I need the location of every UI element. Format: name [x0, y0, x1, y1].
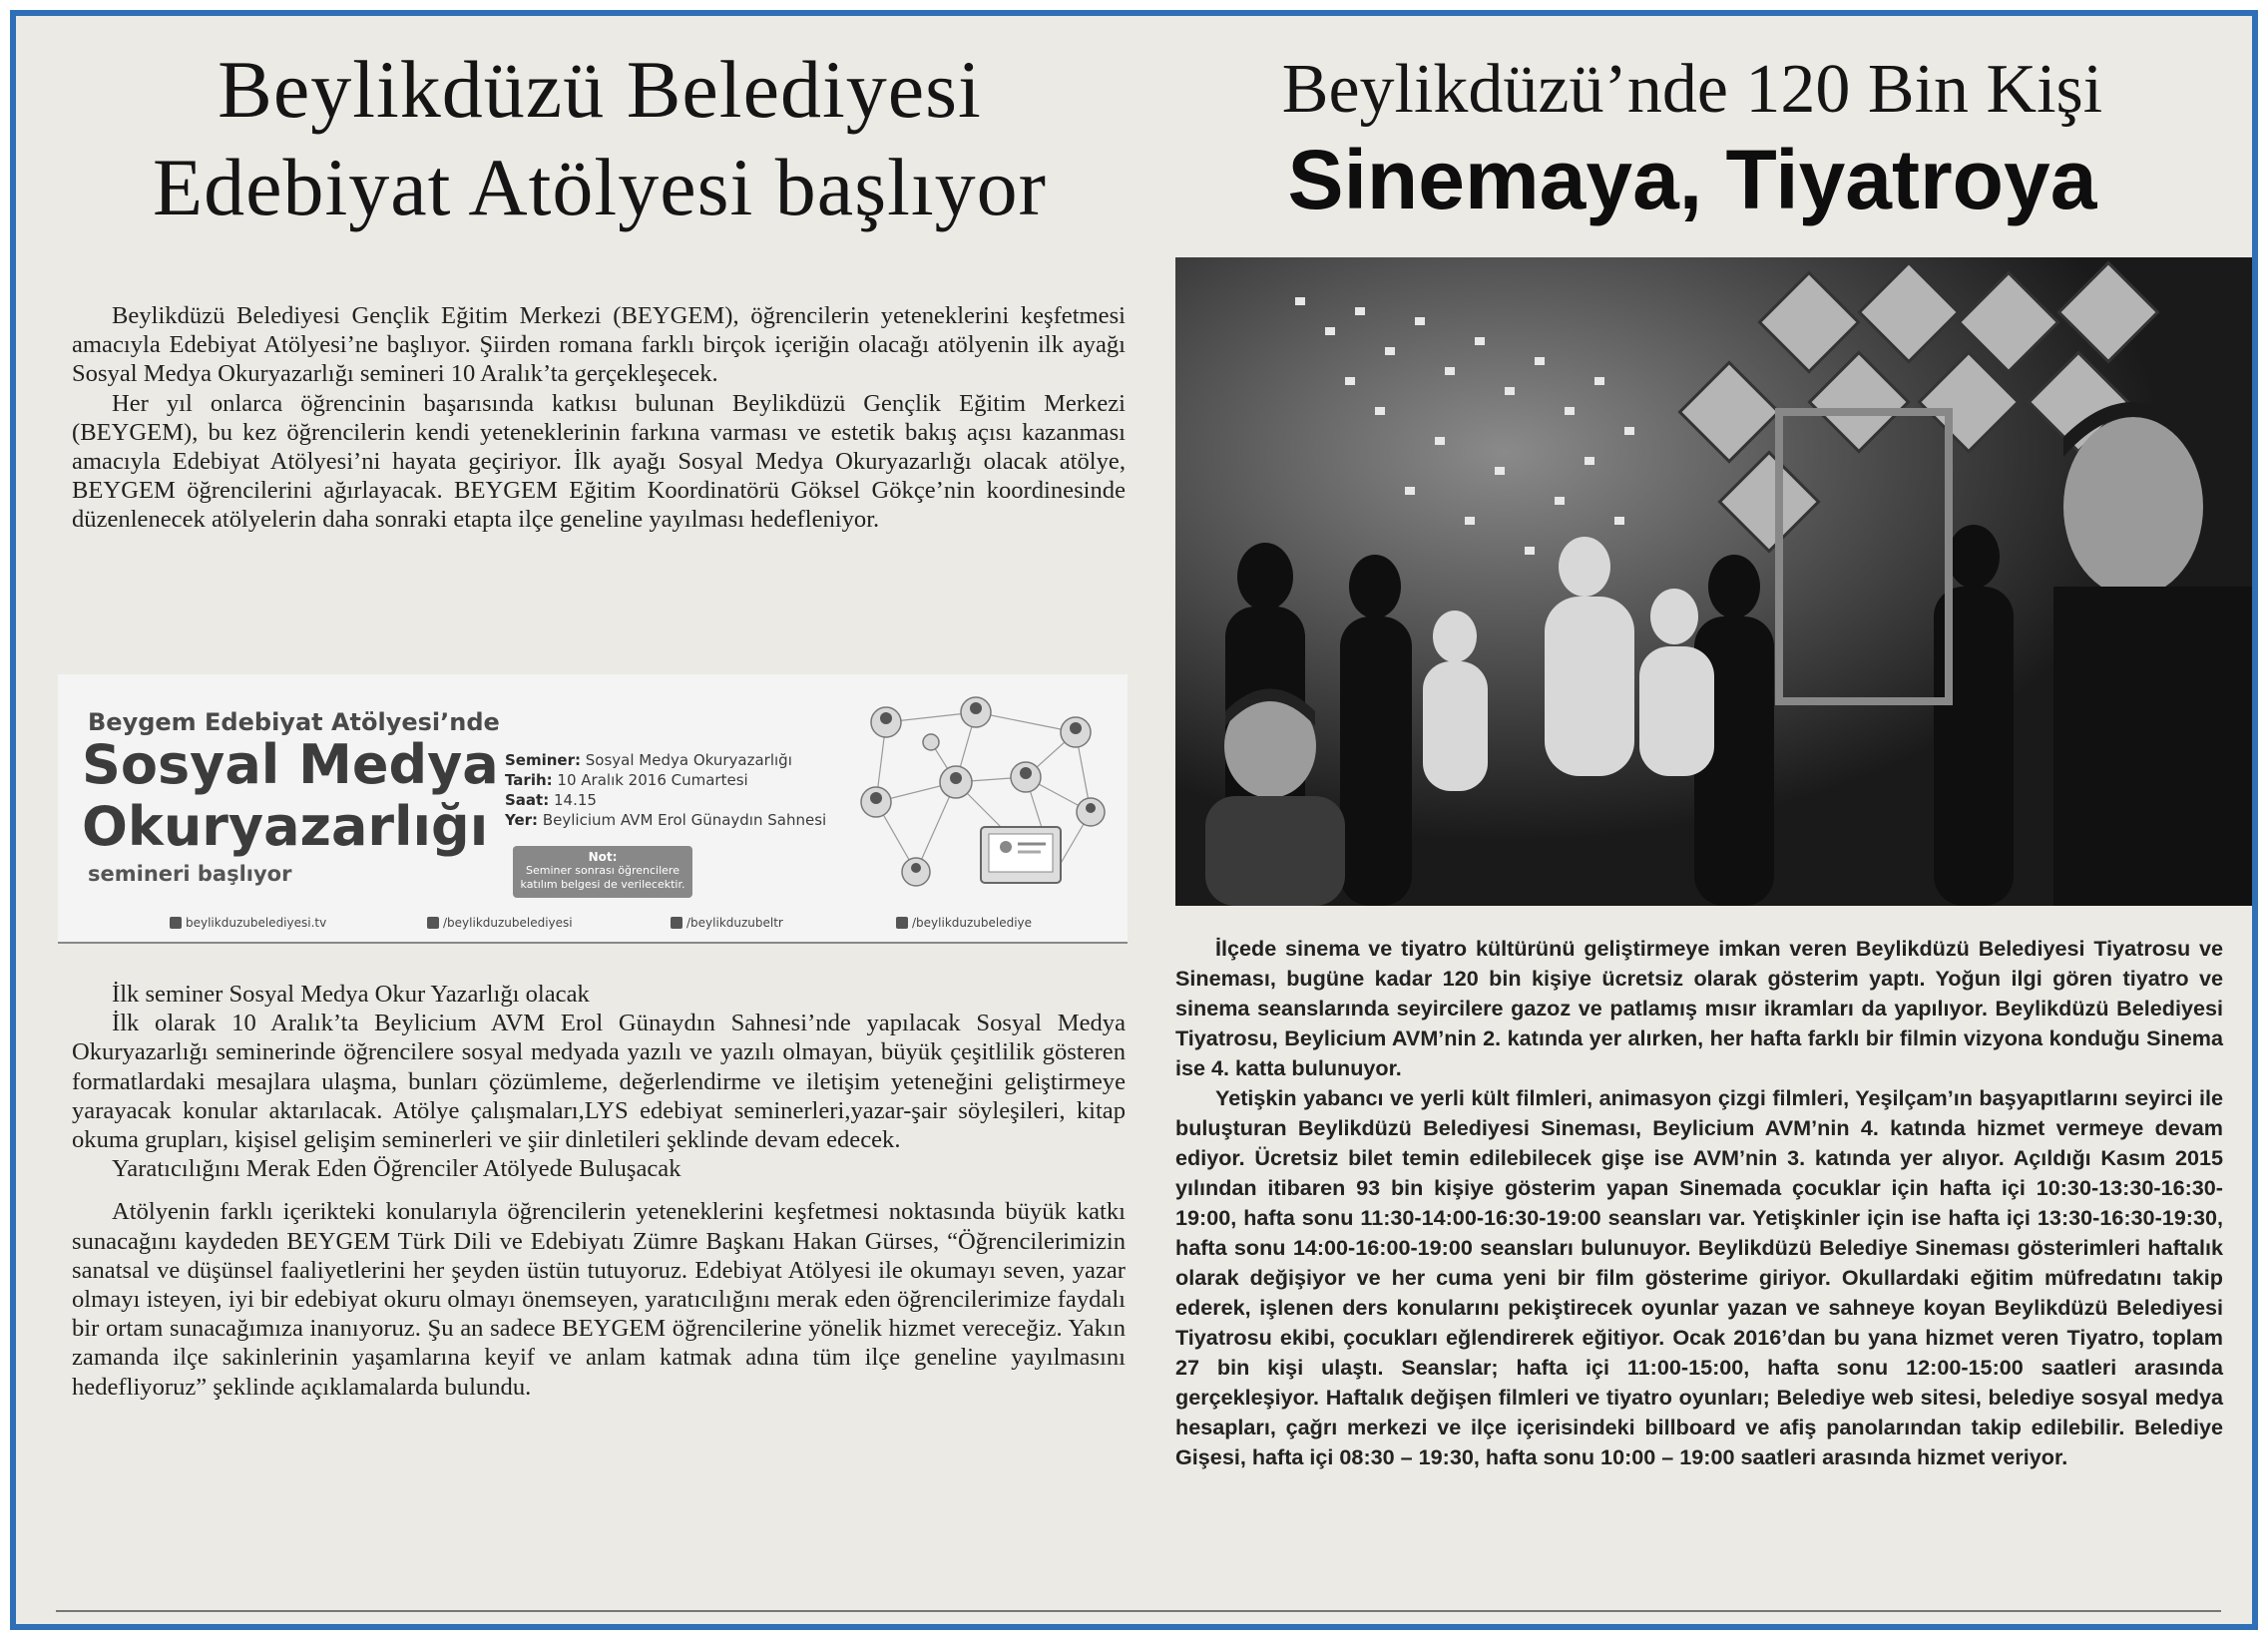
paragraph: İlçede sinema ve tiyatro kültürünü geliştirmeye imkan veren Beylikdüzü Belediyesi Tiyatrosu ve Sineması, bugüne kadar 120 bin kişiye ücretsiz olarak gösterim yaptı. Yoğun ilgi gören tiyatro ve sinema seanslarında seyircilere gazoz ve patlamış mısır ikramları da yapılıyor. Beylikdüzü Belediyesi Tiyatrosu, Beylicium AVM’nin 2. katında yer alırken, her hafta farklı bir filmin vizyona konduğu Sinema ise 4. katta bulunuyor.: [1175, 936, 2223, 1080]
date-label: Tarih:: [505, 771, 553, 789]
facebook-icon: [427, 917, 439, 929]
poster-title: [82, 734, 499, 858]
poster-info: [505, 750, 826, 830]
paragraph: Her yıl onlarca öğrencinin başarısında katkısı bulunan Beylikdüzü Gençlik Eğitim Merkezi (BEYGEM), bu kez öğrencilerin kendi yeteneklerinin farkına varması ve estetik bakış açısı kazanması amacıyla Edebiyat Atölyesi’ni hayata geçiriyor. İlk ayağı Sosyal Medya Okuryazarlığı olacak atölye, BEYGEM öğrencilerini ağırlayacak. BEYGEM Eğitim Koordinatörü Göksel Gökçe’nin koordinesinde düzenlenecek atölyelerin daha sonraki etapta ilçe geneline yayılması hedefleniyor.: [72, 389, 1126, 534]
poster-kicker: Beygem Edebiyat Atölyesi’nde: [88, 708, 500, 736]
paragraph: Beylikdüzü Belediyesi Gençlik Eğitim Merkezi (BEYGEM), öğrencilerin yeteneklerini keşfetmesi amacıyla Edebiyat Atölyesi’ne başlıyor. Şiirden romana farklı birçok içeriğin olacağı atölyenin ilk ayağı Sosyal Medya Okuryazarlığı semineri 10 Aralık’ta gerçekleşecek.: [72, 302, 1126, 388]
right-article-body: [1175, 934, 2223, 1472]
poster-footer-instagram: /beylikduzubelediye: [896, 916, 1032, 930]
photo-illustration: [1175, 257, 2258, 906]
clipping-frame: [10, 10, 2258, 1630]
left-headline-line2: Edebiyat Atölyesi başlıyor: [153, 142, 1047, 232]
left-article-intro: [72, 301, 1126, 535]
subheading: Yaratıcılığını Merak Eden Öğrenciler Atölyede Buluşacak: [112, 1155, 681, 1183]
cinema-lobby-photo: [1175, 257, 2258, 906]
poster-footer-web: beylikduzubelediyesi.tv: [170, 916, 326, 930]
place-value: Beylicium AVM Erol Günaydın Sahnesi: [542, 811, 827, 829]
social-network-graphic: [846, 682, 1116, 908]
time-value: 14.15: [554, 791, 597, 809]
left-headline-line1: Beylikdüzü Belediyesi: [218, 44, 982, 135]
right-headline-line2: Sinemaya, Tiyatroya: [1287, 133, 2097, 226]
time-label: Saat:: [505, 791, 550, 809]
seminar-poster: [58, 674, 1128, 944]
paragraph: Yetişkin yabancı ve yerli kült filmleri, animasyon çizgi filmleri, Yeşilçam’ın başyapıtlarını seyirci ile buluşturan Beylikdüzü Belediyesi Sineması, Beylicium AVM’nin 4. katında hizmet vermeye devam ediyor. Ücretsiz bilet temin edilebilecek gişe ise AVM’nin 3. katında yer alıyor. Açıldığı Kasım 2015 yılından itibaren 93 bin kişiye gösterim yapan Sinemada çocuklar için hafta içi 10:30-13:30-16:30-19:00, hafta sonu 11:30-14:00-16:30-19:00 seansları var. Yetişkinler için ise hafta içi 13:30-16:30-19:30, hafta sonu 14:00-16:00-19:00 seansları bulunuyor. Beylikdüzü Belediye Sineması gösterimleri haftalık olarak değişiyor ve her cuma yeni bir film gösterime giriyor. Okullardaki eğitim müfredatını takip ederek, işlenen ders konularını pekiştirecek oyunlar yazan ve sahneye koyan Beylikdüzü Belediyesi Tiyatrosu ekibi, çocukları eğlendirerek eğitiyor. Ocak 2016’dan bu yana hizmet veren Tiyatro, toplam 27 bin kişi ulaştı. Seanslar; hafta içi 11:00-15:00, hafta sonu 12:00-15:00 saatleri arasında gerçekleşiyor. Haftalık değişen filmleri ve tiyatro oyunları; Belediye web sitesi, belediye sosyal medya hesapları, çağrı merkezi ve ilçe içerisindeki billboard ve afiş panolarından takip edilebilir. Belediye Gişesi, hafta içi 08:30 – 19:30, hafta sonu 10:00 – 19:00 saatleri arasında hizmet veriyor.: [1175, 1085, 2223, 1469]
subheading: İlk seminer Sosyal Medya Okur Yazarlığı olacak: [112, 981, 590, 1008]
right-headline-line1: Beylikdüzü’nde 120 Bin Kişi: [1281, 51, 2103, 128]
poster-note: [513, 846, 692, 898]
note-text: Seminer sonrası öğrencilere katılım belgesi de verilecektir.: [520, 864, 685, 891]
poster-title-line2: Okuryazarlığı: [82, 795, 489, 858]
left-article-body: [72, 980, 1126, 1402]
note-title: Not:: [588, 850, 618, 864]
place-label: Yer:: [505, 811, 539, 829]
seminar-label: Seminer:: [505, 751, 581, 769]
instagram-icon: [896, 917, 908, 929]
tv-icon: [170, 917, 182, 929]
bottom-divider: [56, 1610, 2221, 1612]
date-value: 10 Aralık 2016 Cumartesi: [557, 771, 748, 789]
paragraph: İlk olarak 10 Aralık’ta Beylicium AVM Erol Günaydın Sahnesi’nde yapılacak Sosyal Medya Okuryazarlığı seminerinde öğrencilere sosyal medyada yazılı ve yazılı olmayan, büyük çeşitlilik gösteren formatlardaki mesajlara ulaşma, bunları çözümleme, değerlendirme ve iletişim yeteneğini geliştirmeye yarayacak konular aktarılacak. Atölye çalışmaları,LYS edebiyat seminerleri,yazar-şair söyleşileri, kitap okuma grupları, kişisel gelişim seminerleri ve şiir dinletileri şeklinde devam edecek.: [72, 1010, 1126, 1154]
paragraph: Atölyenin farklı içerikteki konularıyla öğrencilerin yeteneklerini keşfetmesi noktasında büyük katkı sunacağını kaydeden BEYGEM Türk Dili ve Edebiyatı Zümre Başkanı Hakan Gürses, “Öğrencilerimizin sanatsal ve düşünsel faaliyetlerini her şeyden üstün tutuyoruz. Edebiyat Atölyesi ile okumayı seven, yazar olmayı isteyen, iyi bir edebiyat okuru olmayı önemseyen, yaratıcılığını merak eden öğrencilerimize faydalı bir ortam sunacağımıza inanıyoruz. Şu an sadece BEYGEM öğrencilerine yönelik hizmet vereceğiz. Yakın zamanda ilçe sakinlerinin yaşamlarına keyif ve anlam katmak adına tüm ilçe geneline yayılmasını hedefliyoruz” şeklinde açıklamalarda bulundu.: [72, 1198, 1126, 1401]
seminar-value: Sosyal Medya Okuryazarlığı: [585, 751, 792, 769]
poster-subtitle: semineri başlıyor: [88, 862, 292, 886]
poster-title-line1: Sosyal Medya: [82, 733, 499, 796]
poster-footer-facebook: /beylikduzubelediyesi: [427, 916, 573, 930]
poster-footer-twitter: /beylikduzubeltr: [671, 916, 783, 930]
twitter-icon: [671, 917, 682, 929]
